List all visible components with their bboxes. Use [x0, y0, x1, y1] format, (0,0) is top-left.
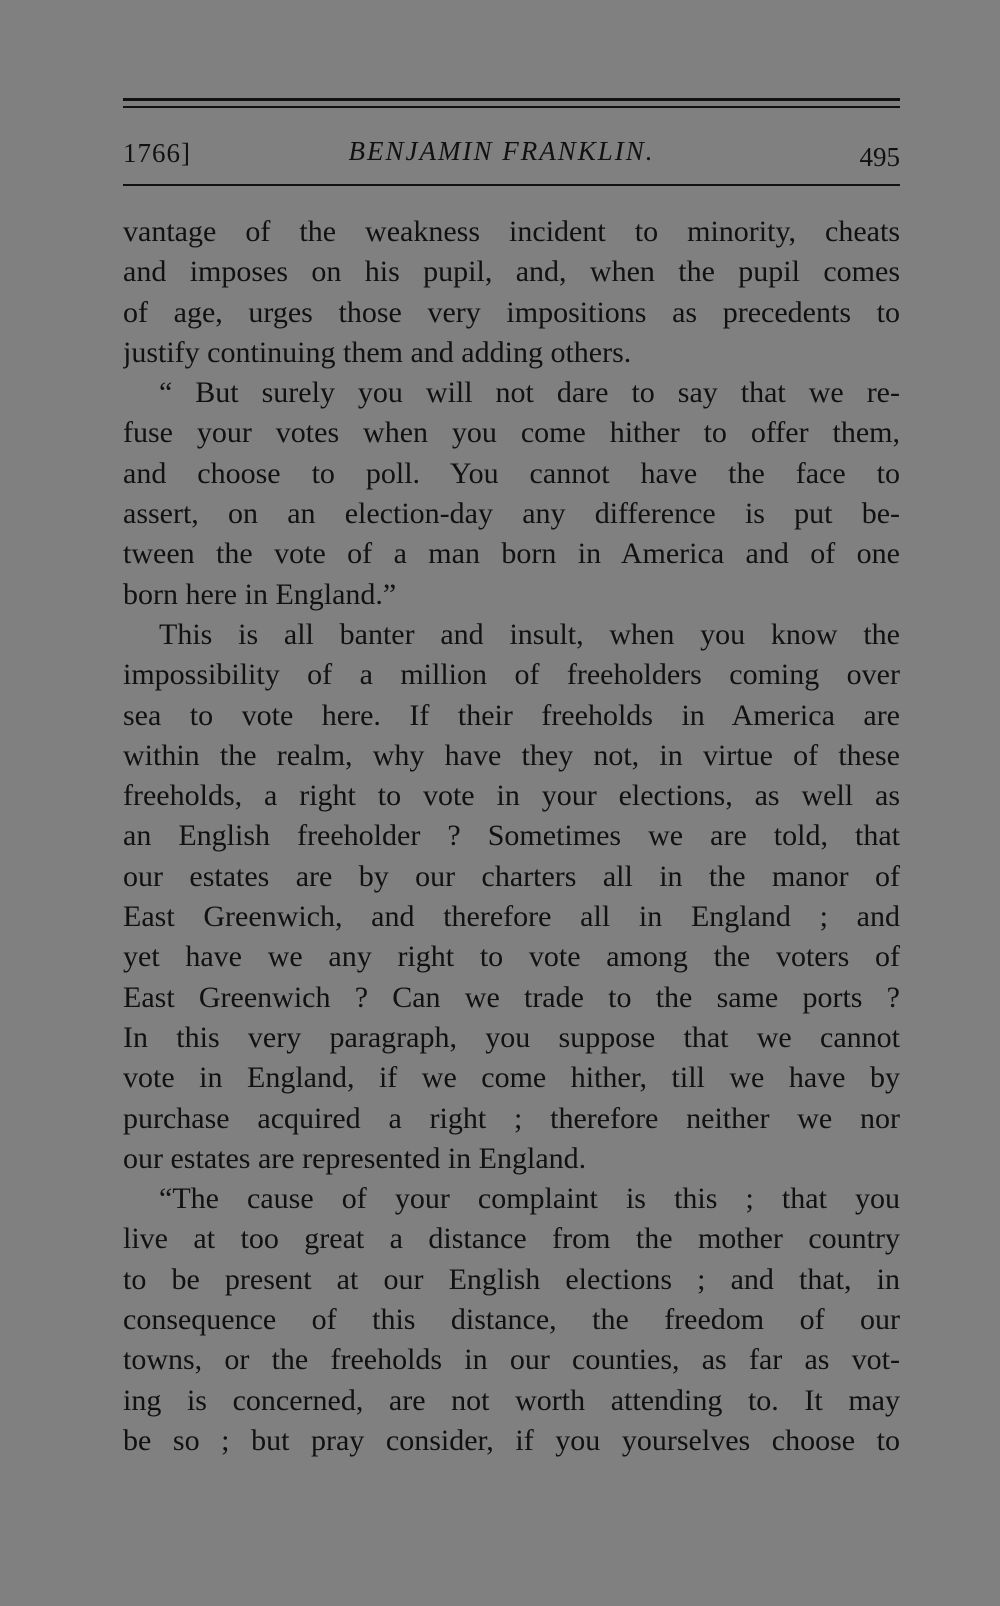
text-line: impossibility of a million of freeholders coming over	[123, 658, 900, 692]
text-line: to be present at our English elections ; and that, in	[123, 1262, 900, 1296]
text-line: and imposes on his pupil, and, when the pupil comes	[123, 255, 900, 289]
running-head-year: 1766]	[123, 138, 191, 168]
text-line: East Greenwich, and therefore all in England ; and	[123, 900, 900, 934]
header-rule-top-inner	[123, 106, 900, 108]
page-body	[123, 212, 900, 1461]
text-line: consequence of this distance, the freedom of our	[123, 1303, 900, 1337]
text-line: our estates are by our charters all in the manor of	[123, 859, 900, 893]
text-line: tween the vote of a man born in America and of one	[123, 537, 900, 571]
text-line: an English freeholder ? Sometimes we are told, that	[123, 819, 900, 853]
text-line: of age, urges those very impositions as precedents to	[123, 295, 900, 329]
text-line: sea to vote here. If their freeholds in America are	[123, 698, 900, 732]
text-line: vote in England, if we come hither, till we have by	[123, 1061, 900, 1095]
header-rule-bottom	[123, 184, 900, 186]
text-line: our estates are represented in England.	[123, 1141, 587, 1175]
text-line: East Greenwich ? Can we trade to the same ports ?	[123, 980, 900, 1014]
text-line: ing is concerned, are not worth attending to. It may	[123, 1383, 900, 1417]
text-line: within the realm, why have they not, in virtue of these	[123, 738, 900, 772]
text-line: be so ; but pray consider, if you yourselves choose to	[123, 1423, 900, 1457]
text-line: assert, on an election-day any difference is put be-	[123, 497, 900, 531]
page-number: 495	[859, 142, 900, 172]
text-line: purchase acquired a right ; therefore neither we nor	[123, 1101, 900, 1135]
text-line: “ But surely you will not dare to say that we re-	[159, 376, 900, 410]
text-line: freeholds, a right to vote in your elections, as well as	[123, 779, 900, 813]
text-line: born here in England.”	[123, 577, 397, 611]
text-line: “The cause of your complaint is this ; that you	[159, 1182, 900, 1216]
text-line: justify continuing them and adding others.	[123, 335, 632, 369]
text-line: In this very paragraph, you suppose that we cannot	[123, 1020, 900, 1054]
running-head	[123, 136, 900, 176]
text-line: live at too great a distance from the mother country	[123, 1222, 900, 1256]
text-line: yet have we any right to vote among the voters of	[123, 940, 900, 974]
text-line: fuse your votes when you come hither to offer them,	[123, 416, 900, 450]
text-line: and choose to poll. You cannot have the face to	[123, 456, 900, 490]
header-rule-top	[123, 98, 900, 101]
text-line: vantage of the weakness incident to minority, cheats	[123, 215, 900, 248]
text-line: towns, or the freeholds in our counties, as far as vot-	[123, 1343, 900, 1377]
running-head-title: BENJAMIN FRANKLIN.	[348, 136, 655, 166]
text-line: This is all banter and insult, when you know the	[159, 617, 900, 651]
